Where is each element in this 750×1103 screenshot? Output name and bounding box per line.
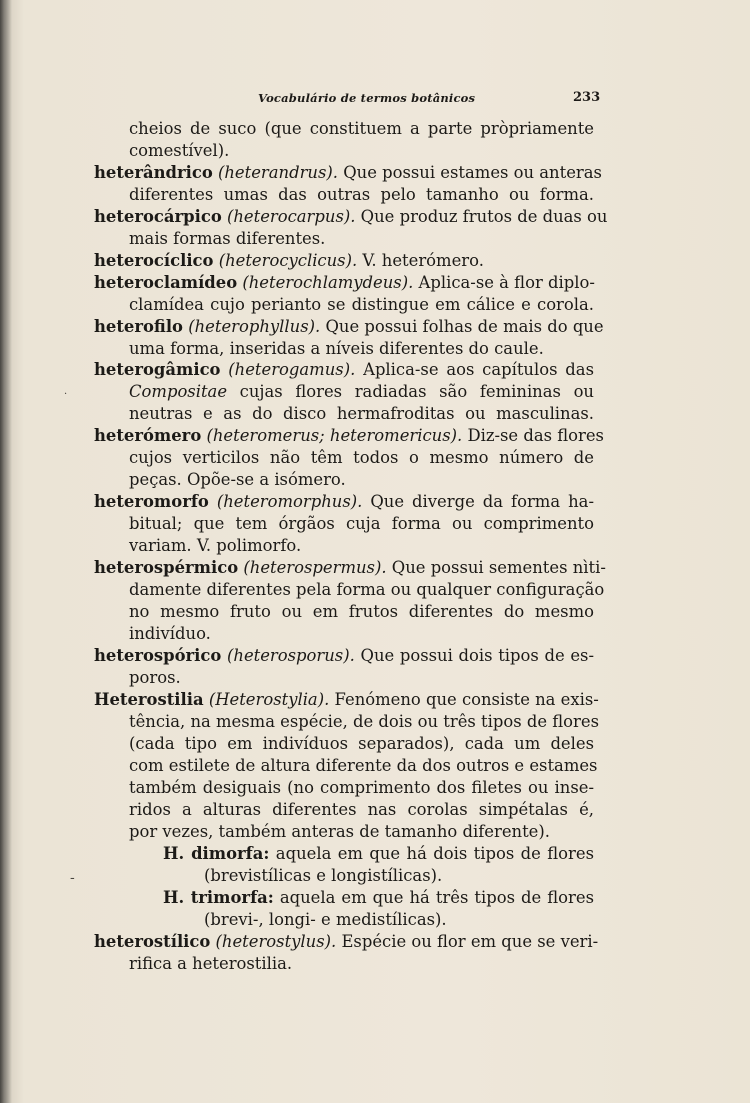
text-line: variam. V. polimorfo.: [129, 536, 302, 555]
text-line: damente diferentes pela forma ou qualquer configuração: [129, 580, 605, 599]
text-line: com estilete de altura diferente da dos outros e estames: [129, 756, 598, 775]
entry-latin: (heteromerus; heteromericus).: [206, 426, 463, 445]
text-line: cheios de suco (que constituem a parte pròpriamente: [129, 119, 594, 138]
subentry-term: H. trimorfa:: [163, 888, 274, 907]
entry-latin: (heterochlamydeus).: [242, 273, 414, 292]
entry-term: heteromorfo: [94, 492, 209, 511]
text-line: poros.: [129, 668, 181, 687]
entry-latin: (heterostylus).: [215, 932, 337, 951]
entry-text: Que possui folhas de mais do que: [320, 317, 604, 336]
taxon-name: Compositae: [129, 382, 228, 401]
text-line: uma forma, inseridas a níveis diferentes do caule.: [129, 339, 544, 358]
entry-text: Que possui estames ou anteras: [338, 163, 602, 182]
text-line: por vezes, também anteras de tamanho diferente).: [129, 822, 550, 841]
entry-term: heterostílico: [94, 932, 211, 951]
entry-heteromero: [94, 425, 604, 447]
entry-term: heterogâmico: [94, 360, 221, 379]
entry-text: V. heterómero.: [357, 251, 484, 270]
entry-latin: (heterocyclicus).: [218, 251, 358, 270]
text-line: (cada tipo em indivíduos separados), cada um deles: [129, 734, 594, 753]
entry-latin: (heterandrus).: [217, 163, 338, 182]
entry-latin: (heterospermus).: [243, 558, 387, 577]
entry-term: heterândrico: [94, 163, 213, 182]
text-line: no mesmo fruto ou em frutos diferentes do mesmo: [129, 602, 594, 621]
entry-text: Aplica-se aos capítulos das: [355, 360, 594, 379]
text-line: clamídea cujo perianto se distingue em cálice e corola.: [129, 295, 594, 314]
entry-text: Fenómeno que consiste na exis-: [329, 690, 599, 709]
subentry-text: aquela em que há três tipos de flores: [273, 888, 595, 907]
text-line: indivíduo.: [129, 624, 211, 643]
text-line: neutras e as do disco hermafroditas ou masculinas.: [129, 404, 594, 423]
entry-heterosporico: [94, 645, 594, 667]
entry-latin: (heterosporus).: [227, 646, 355, 665]
spine-shadow: [0, 0, 12, 1103]
entry-text: Diz-se das flores: [462, 426, 604, 445]
entry-heterogamico: [94, 359, 594, 381]
page-number: 233: [573, 90, 601, 105]
entry-text: Que possui sementes nìti-: [386, 558, 606, 577]
subentry-text: aquela em que há dois tipos de flores: [269, 844, 594, 863]
text-line: peças. Opõe-se a isómero.: [129, 470, 346, 489]
entry-term: heterospérmico: [94, 558, 239, 577]
subentry-dimorfa: [163, 843, 594, 865]
text-line: (brevistílicas e longistílicas).: [204, 866, 443, 885]
entry-heterociclico: [94, 250, 484, 272]
entry-text: Espécie ou flor em que se veri-: [336, 932, 599, 951]
entry-term: heterocíclico: [94, 251, 214, 270]
entry-heterofilo: [94, 316, 604, 338]
entry-text: Que diverge da forma ha-: [362, 492, 594, 511]
text-line: diferentes umas das outras pelo tamanho ou forma.: [129, 185, 594, 204]
entry-latin: (Heterostylia).: [208, 690, 330, 709]
text-line: (brevi-, longi- e medistílicas).: [204, 910, 447, 929]
entry-heterandrico: [94, 162, 602, 184]
entry-heterostilico: [94, 931, 599, 953]
entry-term: heterospórico: [94, 646, 222, 665]
entry-heterocarpico: [94, 206, 608, 228]
text-line: rifica a heterostilia.: [129, 954, 293, 973]
text-line: também desiguais (no comprimento dos filetes ou inse-: [129, 778, 594, 797]
entry-latin: (heteromorphus).: [216, 492, 363, 511]
text-line: comestível).: [129, 141, 230, 160]
entry-term: heterocárpico: [94, 207, 222, 226]
margin-dot-mark: ·: [64, 389, 68, 400]
entry-term: heteroclamídeo: [94, 273, 238, 292]
entry-term: Heterostilia: [94, 690, 204, 709]
text-line: tência, na mesma espécie, de dois ou três tipos de flores: [129, 712, 599, 731]
entry-text: Aplica-se à flor diplo-: [413, 273, 595, 292]
subentry-term: H. dimorfa:: [163, 844, 270, 863]
entry-term: heterofilo: [94, 317, 183, 336]
entry-text: Que possui dois tipos de es-: [354, 646, 594, 665]
entry-heterostilia: [94, 689, 599, 711]
running-head: Vocabulário de termos botânicos: [258, 91, 476, 105]
entry-latin: (heterophyllus).: [188, 317, 321, 336]
text-line: ridos a alturas diferentes nas corolas simpétalas é,: [129, 800, 594, 819]
text-line: cujos verticilos não têm todos o mesmo número de: [129, 448, 594, 467]
entry-term: heterómero: [94, 426, 202, 445]
entry-heteromorfo: [94, 491, 594, 513]
text-line: [129, 381, 594, 403]
entry-heteroclamideo: [94, 272, 594, 294]
entry-latin: (heterocarpus).: [226, 207, 356, 226]
entry-latin: (heterogamus).: [228, 360, 356, 379]
entry-text: Que produz frutos de duas ou: [355, 207, 608, 226]
page-header: [0, 91, 750, 111]
text-line: bitual; que tem órgãos cuja forma ou comprimento: [129, 514, 594, 533]
text-line: mais formas diferentes.: [129, 229, 326, 248]
subentry-trimorfa: [163, 887, 594, 909]
text-span: cujas flores radiadas são femininas ou: [227, 382, 594, 401]
entry-heterospermico: [94, 557, 606, 579]
margin-dash-mark: -: [70, 870, 75, 886]
